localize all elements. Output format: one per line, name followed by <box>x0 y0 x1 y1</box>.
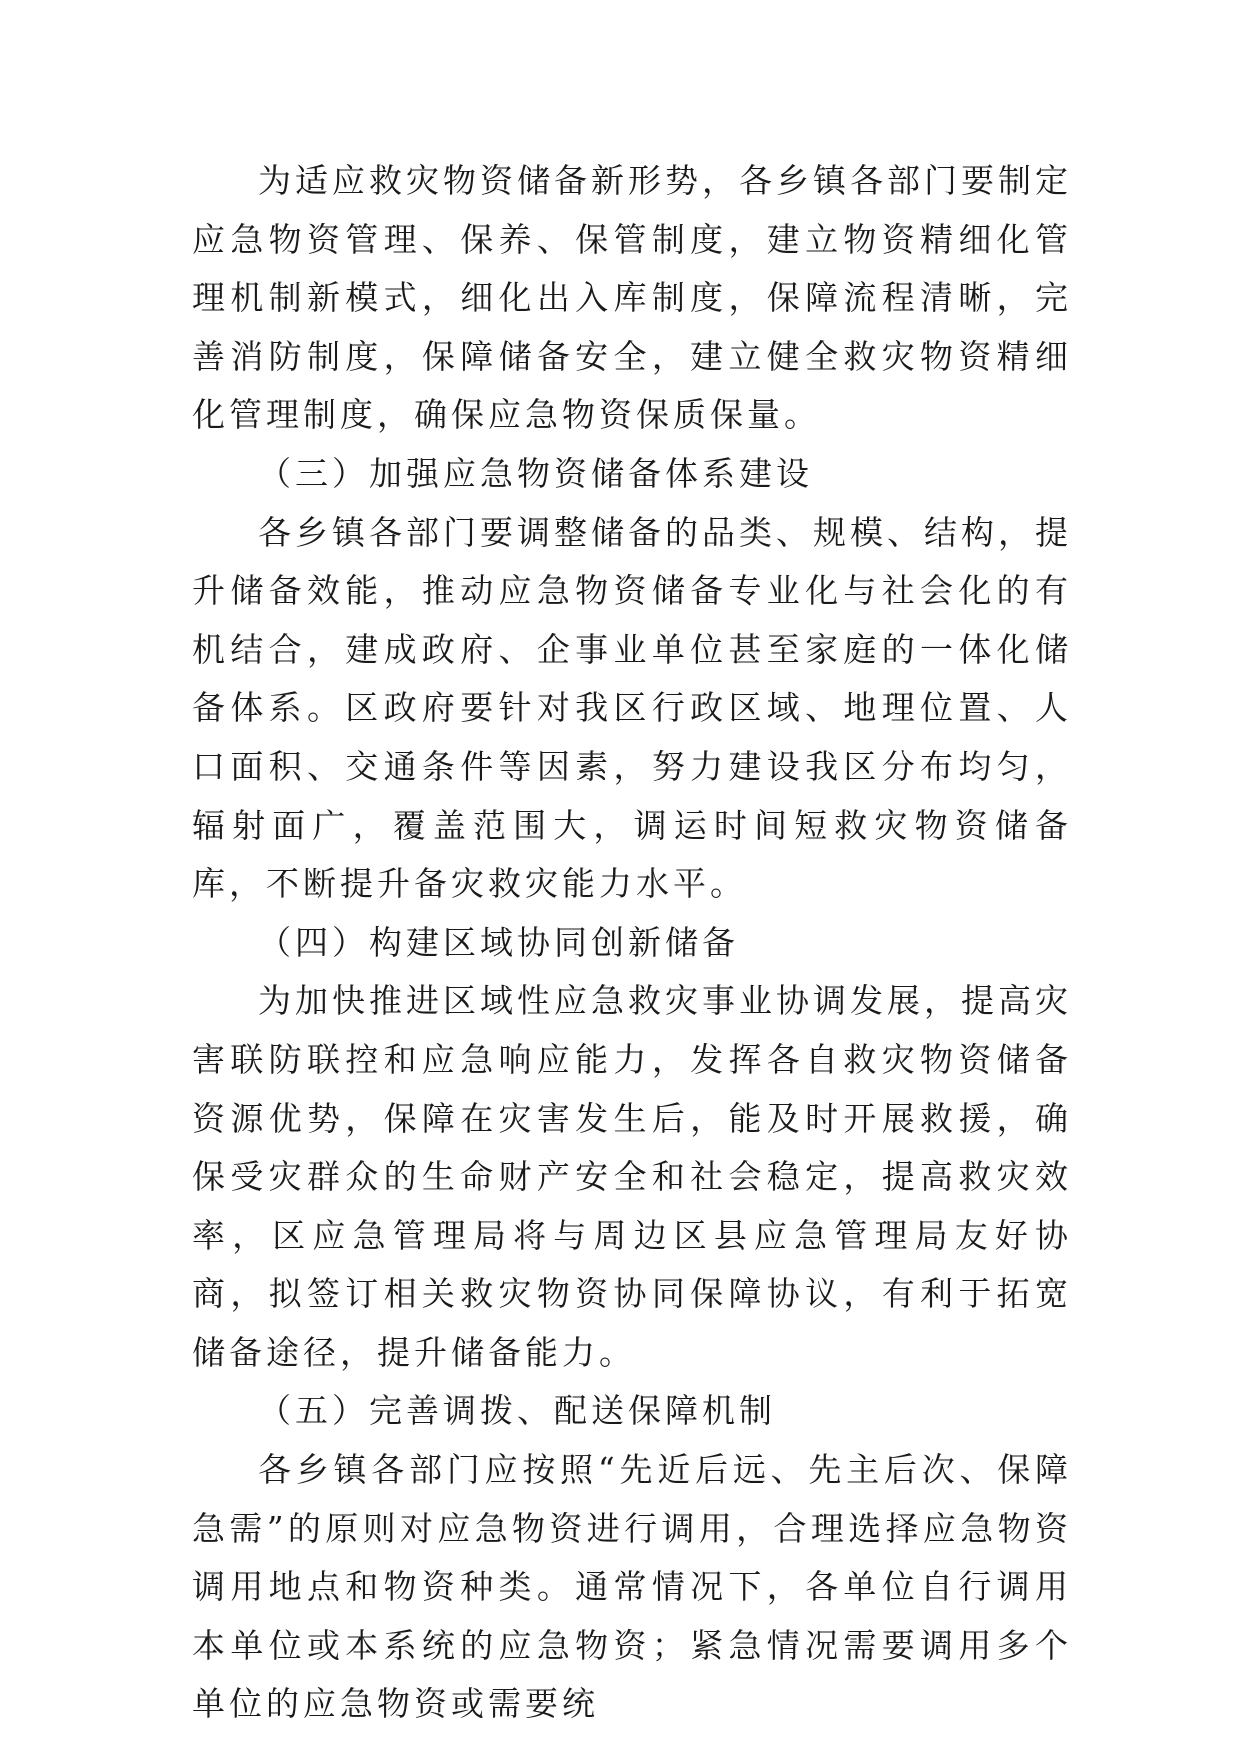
section-heading-4: （四）构建区域协同创新储备 <box>258 922 739 962</box>
section-heading-3: （三）加强应急物资储备体系建设 <box>258 453 813 493</box>
paragraph-regional-coordination: 为加快推进区域性应急救灾事业协调发展，提高灾害联防联控和应急响应能力，发挥各自救灾物资储备资源优势，保障在灾害发生后，能及时开展救援，确保受灾群众的生命财产安全和社会稳定，提高救灾效率，区应急管理局将与周边区县应急管理局友好协商，拟签订相关救灾物资协同保障协议，有利于拓宽储备途径，提升储备能力。 <box>192 981 1072 1372</box>
paragraph-storage-management: 为适应救灾物资储备新形势，各乡镇各部门要制定应急物资管理、保养、保管制度，建立物资精细化管理机制新模式，细化出入库制度，保障流程清晰，完善消防制度，保障储备安全，建立健全救灾物资精细化管理制度，确保应急物资保质保量。 <box>192 161 1072 435</box>
paragraph-allocation-mechanism: 各乡镇各部门应按照“先近后远、先主后次、保障急需”的原则对应急物资进行调用，合理选择应急物资调用地点和物资种类。通常情况下，各单位自行调用本单位或本系统的应急物资；紧急情况需要调用多个单位的应急物资或需要统 <box>192 1450 1072 1724</box>
document-body <box>192 152 1072 1734</box>
section-heading-5: （五）完善调拨、配送保障机制 <box>258 1391 776 1431</box>
paragraph-storage-system: 各乡镇各部门要调整储备的品类、规模、结构，提升储备效能，推动应急物资储备专业化与社会化的有机结合，建成政府、企事业单位甚至家庭的一体化储备体系。区政府要针对我区行政区域、地理位置、人口面积、交通条件等因素，努力建设我区分布均匀，辐射面广，覆盖范围大，调运时间短救灾物资储备库，不断提升备灾救灾能力水平。 <box>192 512 1072 904</box>
